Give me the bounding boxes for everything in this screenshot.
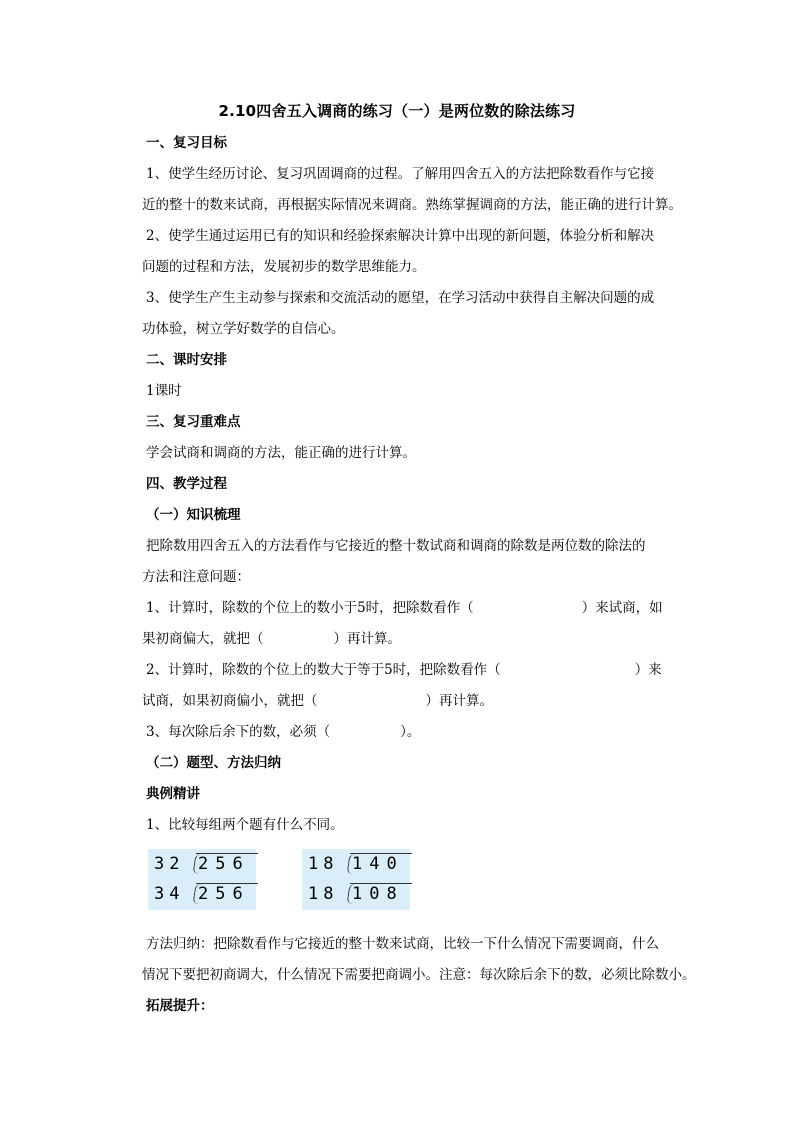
types-heading: （二）题型、方法归纳 bbox=[146, 755, 281, 771]
goal-3-line-2: 功体验，树立学好数学的自信心。 bbox=[142, 321, 345, 337]
dividend: 108 bbox=[348, 879, 404, 909]
division-problem bbox=[302, 849, 410, 879]
fill-item-2-line-2 bbox=[142, 690, 676, 721]
goal-3-line-1: 3、使学生产生主动参与探索和交流活动的愿望，在学习活动中获得自主解决问题的成 bbox=[146, 290, 655, 306]
difficulty-text: 学会试商和调商的方法，能正确的进行计算。 bbox=[146, 445, 416, 461]
division-problems bbox=[146, 849, 676, 925]
method-line-1: 方法归纳：把除数看作与它接近的整十数来试商，比较一下什么情况下需要调商，什么 bbox=[146, 936, 659, 952]
difficulty-heading: 三、复习重难点 bbox=[146, 414, 241, 430]
division-group-left bbox=[148, 849, 256, 910]
document-body bbox=[142, 132, 696, 1026]
division-group-right bbox=[302, 849, 410, 910]
schedule-heading: 二、课时安排 bbox=[146, 352, 227, 368]
fill-item-3 bbox=[146, 721, 676, 752]
knowledge-line-2: 方法和注意问题： bbox=[142, 569, 250, 585]
dividend: 256 bbox=[194, 879, 250, 909]
fill-item-2-text-c: 试商，如果初商偏小，就把（ bbox=[142, 693, 318, 709]
goal-2-line-1: 2、使学生通过运用已有的知识和经验探索解决计算中出现的新问题，体验分析和解决 bbox=[146, 228, 655, 244]
schedule-text: 1课时 bbox=[146, 383, 182, 399]
fill-item-2-text-d: ）再计算。 bbox=[425, 693, 493, 709]
fill-item-2-text-a: 2、计算时，除数的个位上的数大于等于5时，把除数看作（ bbox=[146, 662, 501, 678]
process-heading: 四、教学过程 bbox=[146, 476, 227, 492]
fill-item-1-line-2 bbox=[142, 628, 676, 659]
fill-item-1-text-a: 1、计算时，除数的个位上的数小于5时，把除数看作（ bbox=[146, 600, 474, 616]
goal-1-line-1: 1、使学生经历讨论、复习巩固调商的过程。了解用四舍五入的方法把除数看作与它接 bbox=[146, 166, 655, 182]
divisor: 18 bbox=[308, 884, 339, 904]
extension-heading: 拓展提升： bbox=[146, 998, 214, 1014]
fill-item-1-text-d: ）再计算。 bbox=[333, 631, 401, 647]
example-heading: 典例精讲 bbox=[146, 786, 200, 802]
knowledge-heading: （一）知识梳理 bbox=[146, 507, 241, 523]
page-title: 2.10四舍五入调商的练习（一）是两位数的除法练习 bbox=[218, 102, 576, 120]
method-line-2: 情况下要把初商调大，什么情况下需要把商调小。注意：每次除后余下的数，必须比除数小。 bbox=[142, 967, 696, 983]
dividend: 140 bbox=[348, 849, 404, 879]
example-question: 1、比较每组两个题有什么不同。 bbox=[146, 817, 344, 833]
divisor: 18 bbox=[308, 854, 339, 874]
fill-item-1-line-1 bbox=[146, 597, 676, 628]
goal-2-line-2: 问题的过程和方法，发展初步的数学思维能力。 bbox=[142, 259, 426, 275]
division-problem bbox=[302, 879, 410, 909]
fill-item-2-line-1 bbox=[146, 659, 676, 690]
fill-item-2-text-b: ）来 bbox=[634, 662, 662, 678]
goals-heading: 一、复习目标 bbox=[146, 135, 227, 151]
fill-item-3-text-a: 3、每次除后余下的数，必须（ bbox=[146, 724, 331, 740]
goal-1-line-2: 近的整十的数来试商，再根据实际情况来调商。熟练掌握调商的方法，能正确的进行计算。 bbox=[142, 197, 682, 213]
fill-item-1-text-b: ）来试商，如 bbox=[581, 600, 663, 616]
division-problem bbox=[148, 879, 256, 909]
divisor: 34 bbox=[154, 884, 185, 904]
knowledge-line-1: 把除数用四舍五入的方法看作与它接近的整十数试商和调商的除数是两位数的除法的 bbox=[146, 538, 646, 554]
fill-item-3-text-b: ）。 bbox=[400, 724, 421, 740]
fill-item-1-text-c: 果初商偏大，就把（ bbox=[142, 631, 264, 647]
dividend: 256 bbox=[194, 849, 250, 879]
divisor: 32 bbox=[154, 854, 185, 874]
division-problem bbox=[148, 849, 256, 879]
